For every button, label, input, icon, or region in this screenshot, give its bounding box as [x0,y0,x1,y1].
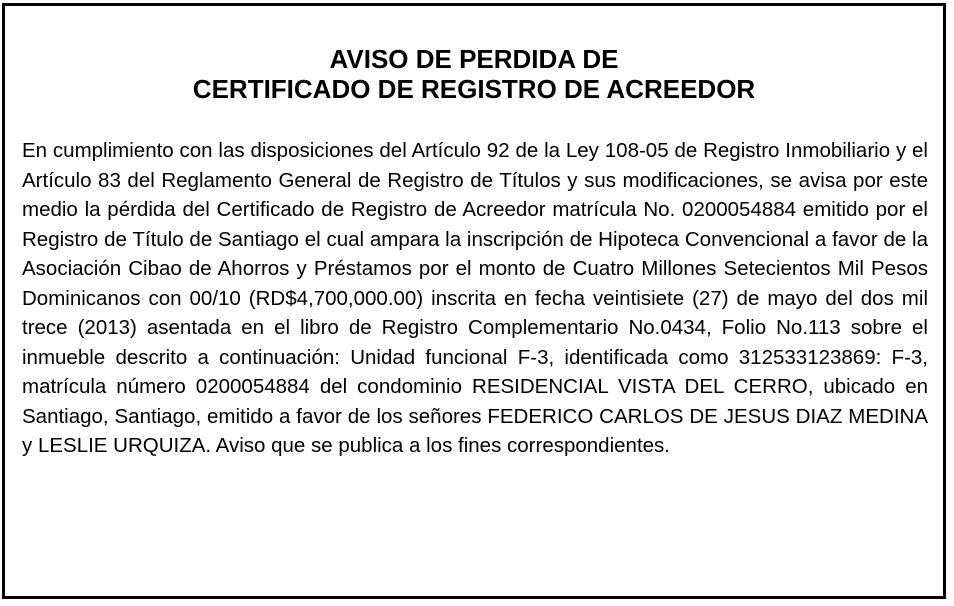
notice-frame [2,3,946,599]
notice-title-line-1: AVISO DE PERDIDA DE [329,44,619,74]
notice-title [5,44,943,104]
notice-body: En cumplimiento con las disposiciones del Artículo 92 de la Ley 108-05 de Registro Inmobiliario y el Artículo 83 del Reglamento General de Registro de Títulos y sus modificaciones, se avisa por este medio la pérdida del Certificado de Registro de Acreedor matrícula No. 0200054884 emitido por el Registro de Título de Santiago el cual ampara la inscripción de Hipoteca Convencional a favor de la Asociación Cibao de Ahorros y Préstamos por el monto de Cuatro Millones Setecientos Mil Pesos Dominicanos con 00/10 (RD$4,700,000.00) inscrita en fecha veintisiete (27) de mayo del dos mil trece (2013) asentada en el libro de Registro Complementario No.0434, Folio No.113 sobre el inmueble descrito a continuación: Unidad funcional F-3, identificada como 312533123869: F-3, matrícula número 0200054884 del condominio RESIDENCIAL VISTA DEL CERRO, ubicado en Santiago, Santiago, emitido a favor de los señores FEDERICO CARLOS DE JESUS DIAZ MEDINA y LESLIE URQUIZA. Aviso que se publica a los fines correspondientes. [22,139,928,457]
notice-title-line-2: CERTIFICADO DE REGISTRO DE ACREEDOR [192,74,756,104]
